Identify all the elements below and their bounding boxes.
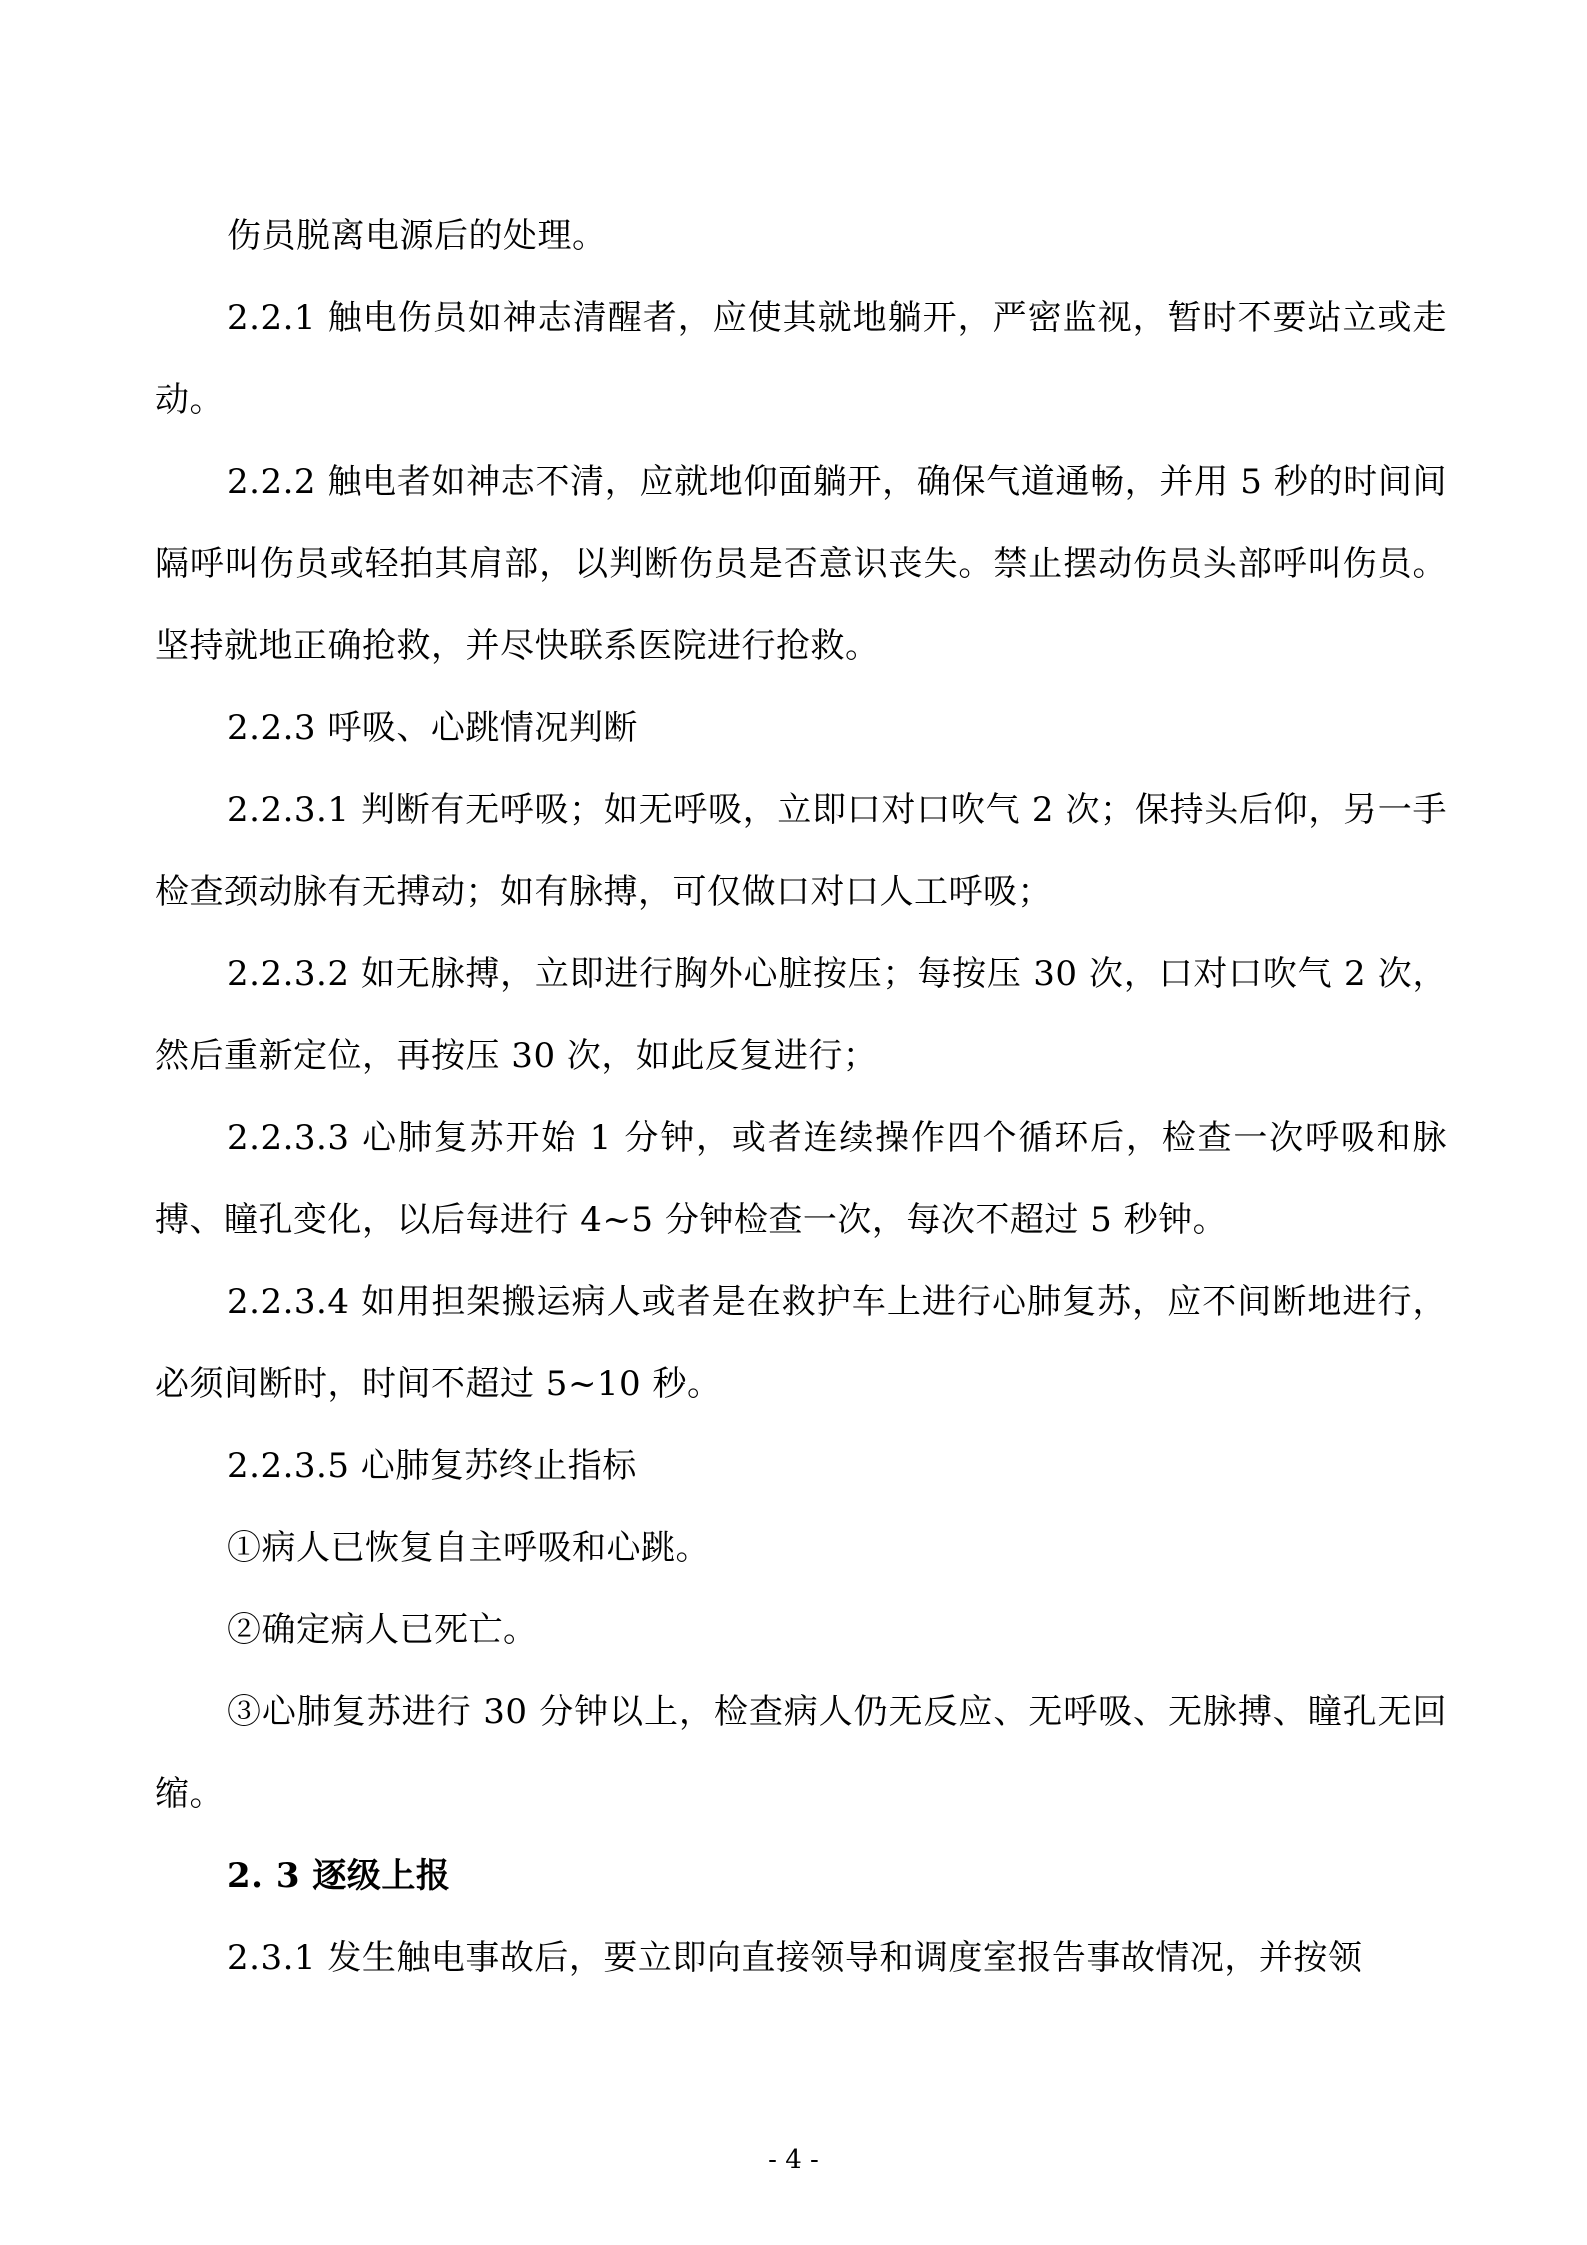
paragraph-2-3-1: 2.3.1 发生触电事故后，要立即向直接领导和调度室报告事故情况，并按领	[227, 1938, 1363, 1978]
page-number: - 4 -	[768, 2145, 819, 2175]
paragraph-2-2-3-5: 2.2.3.5 心肺复苏终止指标	[227, 1446, 637, 1486]
list-item-termination-2: ②确定病人已死亡。	[227, 1610, 538, 1650]
paragraph-2-2-3: 2.2.3 呼吸、心跳情况判断	[227, 708, 638, 748]
paragraph-2-2-3-4: 2.2.3.4 如用担架搬运病人或者是在救护车上进行心肺复苏，应不间断地进行，必须间断时，时间不超过 5~10 秒。	[155, 1282, 1447, 1404]
document-body	[155, 195, 1447, 1999]
list-item-termination-3: ③心肺复苏进行 30 分钟以上，检查病人仍无反应、无呼吸、无脉搏、瞳孔无回缩。	[155, 1692, 1447, 1814]
paragraph-2-2-3-2: 2.2.3.2 如无脉搏，立即进行胸外心脏按压；每按压 30 次，口对口吹气 2 次，然后重新定位，再按压 30 次，如此反复进行；	[155, 954, 1447, 1076]
paragraph-2-2-3-3: 2.2.3.3 心肺复苏开始 1 分钟，或者连续操作四个循环后，检查一次呼吸和脉搏、瞳孔变化，以后每进行 4~5 分钟检查一次，每次不超过 5 秒钟。	[155, 1118, 1447, 1240]
paragraph-2-2-3-1: 2.2.3.1 判断有无呼吸；如无呼吸，立即口对口吹气 2 次；保持头后仰，另一手检查颈动脉有无搏动；如有脉搏，可仅做口对口人工呼吸；	[155, 790, 1447, 912]
paragraph-post-rescue-treatment: 伤员脱离电源后的处理。	[227, 216, 607, 256]
paragraph-2-2-1: 2.2.1 触电伤员如神志清醒者，应使其就地躺开，严密监视，暂时不要站立或走动。	[155, 298, 1447, 420]
paragraph-2-2-2: 2.2.2 触电者如神志不清，应就地仰面躺开，确保气道通畅，并用 5 秒的时间间隔呼叫伤员或轻拍其肩部，以判断伤员是否意识丧失。禁止摆动伤员头部呼叫伤员。坚持就地正确抢救，并尽快联系医院进行抢救。	[155, 462, 1447, 666]
list-item-termination-1: ①病人已恢复自主呼吸和心跳。	[227, 1528, 710, 1568]
section-heading-2-3: 2. 3 逐级上报	[227, 1856, 451, 1896]
